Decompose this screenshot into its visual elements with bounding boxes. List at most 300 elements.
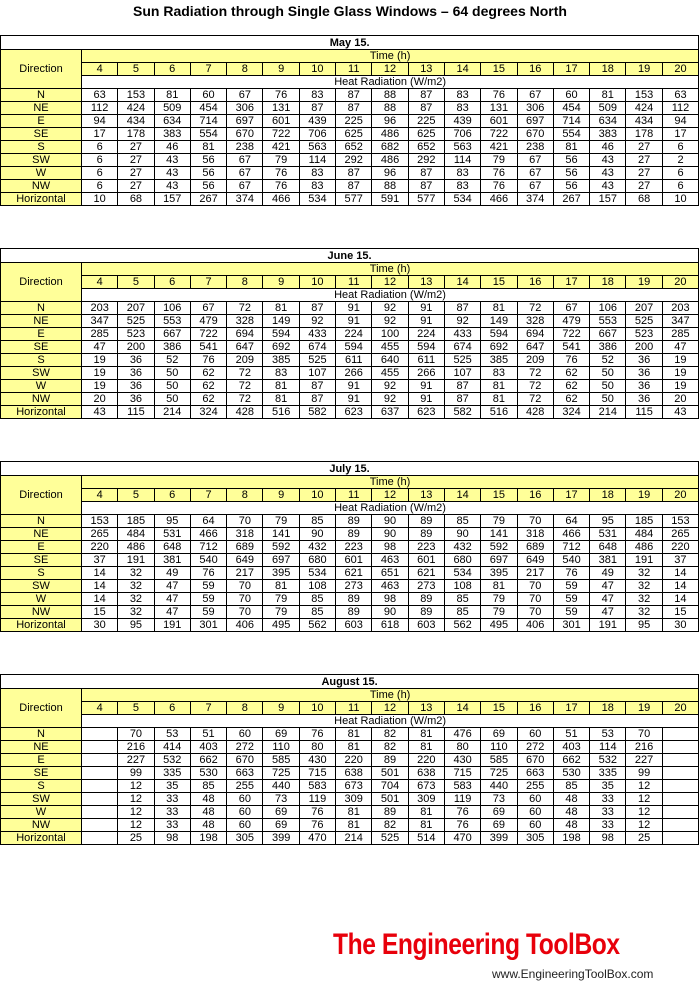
value-cell: 722 <box>263 128 299 141</box>
value-cell: 76 <box>444 819 480 832</box>
value-cell: 89 <box>372 754 408 767</box>
value-cell: 19 <box>82 380 118 393</box>
value-cell: 27 <box>118 154 154 167</box>
value-cell: 680 <box>299 554 335 567</box>
value-cell <box>662 806 698 819</box>
hour-header: 15 <box>481 63 517 76</box>
value-cell: 434 <box>626 115 662 128</box>
value-cell: 704 <box>372 780 408 793</box>
hour-header: 7 <box>190 63 226 76</box>
value-cell: 27 <box>626 167 662 180</box>
value-cell: 32 <box>626 593 662 606</box>
page-title: Sun Radiation through Single Glass Windows – 64 degrees North <box>133 3 567 19</box>
value-cell: 70 <box>517 606 553 619</box>
value-cell: 638 <box>336 767 372 780</box>
value-cell: 227 <box>118 754 154 767</box>
table-row <box>1 554 699 567</box>
value-cell: 94 <box>662 115 699 128</box>
value-cell: 562 <box>444 619 480 632</box>
value-cell: 141 <box>481 528 517 541</box>
hour-header: 19 <box>626 276 662 289</box>
value-cell: 107 <box>299 367 335 380</box>
hour-header: 15 <box>481 489 517 502</box>
value-cell: 532 <box>590 754 626 767</box>
value-cell: 395 <box>481 567 517 580</box>
value-cell: 87 <box>336 102 372 115</box>
value-cell: 108 <box>299 580 335 593</box>
value-cell: 501 <box>372 767 408 780</box>
value-cell: 463 <box>372 554 408 567</box>
value-cell: 577 <box>336 193 372 206</box>
value-cell: 651 <box>372 567 408 580</box>
value-cell: 6 <box>662 180 699 193</box>
value-cell: 648 <box>154 541 190 554</box>
value-cell: 81 <box>190 141 226 154</box>
value-cell: 76 <box>299 728 335 741</box>
value-cell: 79 <box>263 593 299 606</box>
value-cell: 692 <box>263 341 299 354</box>
value-cell: 76 <box>553 567 589 580</box>
value-cell: 89 <box>336 528 372 541</box>
value-cell: 27 <box>626 154 662 167</box>
value-cell: 484 <box>118 528 154 541</box>
direction-label: Horizontal <box>1 406 82 419</box>
direction-label: W <box>1 380 82 393</box>
value-cell: 692 <box>481 341 517 354</box>
value-cell: 563 <box>444 141 480 154</box>
heat-radiation-header: Heat Radiation (W/m2) <box>82 502 699 515</box>
value-cell: 59 <box>553 593 589 606</box>
value-cell: 59 <box>190 593 226 606</box>
value-cell: 238 <box>227 141 263 154</box>
value-cell: 479 <box>190 315 226 328</box>
value-cell: 60 <box>517 728 553 741</box>
value-cell: 466 <box>263 193 299 206</box>
value-cell: 255 <box>517 780 553 793</box>
direction-header: Direction <box>1 263 82 302</box>
value-cell: 96 <box>372 115 408 128</box>
value-cell: 591 <box>372 193 408 206</box>
value-cell: 20 <box>82 393 118 406</box>
value-cell: 318 <box>227 528 263 541</box>
value-cell: 712 <box>553 541 589 554</box>
value-cell: 73 <box>481 793 517 806</box>
value-cell: 25 <box>626 832 662 845</box>
value-cell: 12 <box>118 793 154 806</box>
direction-label: E <box>1 541 82 554</box>
value-cell: 525 <box>444 354 480 367</box>
value-cell: 100 <box>372 328 408 341</box>
value-cell: 33 <box>590 806 626 819</box>
value-cell: 89 <box>408 515 444 528</box>
value-cell: 694 <box>517 328 553 341</box>
direction-label: SW <box>1 367 82 380</box>
value-cell: 670 <box>227 128 263 141</box>
logo-url: www.EngineeringToolBox.com <box>492 967 654 981</box>
value-cell: 98 <box>154 832 190 845</box>
value-cell: 292 <box>408 154 444 167</box>
direction-header: Direction <box>1 50 82 89</box>
direction-label: E <box>1 754 82 767</box>
value-cell: 647 <box>517 341 553 354</box>
value-cell: 532 <box>154 754 190 767</box>
value-cell: 64 <box>553 515 589 528</box>
value-cell: 516 <box>263 406 299 419</box>
value-cell: 725 <box>481 767 517 780</box>
direction-label: SE <box>1 554 82 567</box>
value-cell: 76 <box>481 89 517 102</box>
value-cell: 220 <box>408 754 444 767</box>
value-cell: 649 <box>227 554 263 567</box>
value-cell: 83 <box>299 89 335 102</box>
value-cell: 347 <box>82 315 118 328</box>
value-cell: 27 <box>626 141 662 154</box>
value-cell: 30 <box>662 619 698 632</box>
direction-label: E <box>1 115 82 128</box>
value-cell: 649 <box>517 554 553 567</box>
value-cell: 335 <box>154 767 190 780</box>
value-cell: 95 <box>626 619 662 632</box>
value-cell: 81 <box>408 728 444 741</box>
hour-header: 17 <box>553 63 589 76</box>
value-cell <box>662 780 698 793</box>
value-cell: 470 <box>444 832 480 845</box>
value-cell: 577 <box>408 193 444 206</box>
table-row <box>1 380 699 393</box>
hour-header: 11 <box>336 489 372 502</box>
value-cell: 81 <box>590 89 626 102</box>
value-cell: 83 <box>444 89 480 102</box>
table-row <box>1 128 699 141</box>
value-cell: 32 <box>118 580 154 593</box>
value-cell: 112 <box>82 102 118 115</box>
value-cell: 79 <box>481 606 517 619</box>
value-cell: 85 <box>553 780 589 793</box>
value-cell: 486 <box>372 128 408 141</box>
value-cell <box>82 728 118 741</box>
hour-header: 14 <box>444 489 480 502</box>
value-cell: 48 <box>190 793 226 806</box>
value-cell: 85 <box>299 593 335 606</box>
value-cell: 47 <box>82 341 118 354</box>
value-cell: 36 <box>626 393 662 406</box>
value-cell: 439 <box>444 115 480 128</box>
value-cell: 10 <box>662 193 699 206</box>
value-cell: 81 <box>408 819 444 832</box>
value-cell: 399 <box>263 832 299 845</box>
value-cell: 59 <box>190 606 226 619</box>
value-cell: 638 <box>408 767 444 780</box>
value-cell: 428 <box>227 406 263 419</box>
value-cell: 43 <box>662 406 698 419</box>
month-title: August 15. <box>1 675 699 689</box>
value-cell: 414 <box>154 741 190 754</box>
direction-label: W <box>1 167 82 180</box>
table-row <box>1 728 699 741</box>
hour-header: 16 <box>517 63 553 76</box>
table-row <box>1 528 699 541</box>
value-cell: 60 <box>517 819 553 832</box>
value-cell: 697 <box>517 115 553 128</box>
value-cell: 272 <box>517 741 553 754</box>
value-cell: 76 <box>299 819 335 832</box>
value-cell: 60 <box>517 793 553 806</box>
value-cell <box>82 780 118 793</box>
value-cell: 79 <box>481 154 517 167</box>
value-cell: 670 <box>517 754 553 767</box>
value-cell: 47 <box>154 606 190 619</box>
value-cell: 72 <box>517 302 553 315</box>
hour-header: 8 <box>227 702 263 715</box>
value-cell: 87 <box>408 102 444 115</box>
value-cell: 92 <box>299 315 335 328</box>
value-cell: 63 <box>82 89 118 102</box>
value-cell: 110 <box>263 741 299 754</box>
value-cell: 454 <box>553 102 589 115</box>
value-cell: 90 <box>372 515 408 528</box>
value-cell: 81 <box>553 141 589 154</box>
value-cell: 79 <box>263 606 299 619</box>
value-cell: 52 <box>590 354 626 367</box>
value-cell: 85 <box>444 593 480 606</box>
value-cell: 697 <box>263 554 299 567</box>
value-cell: 14 <box>82 593 118 606</box>
value-cell: 67 <box>553 302 589 315</box>
value-cell: 434 <box>118 115 154 128</box>
value-cell: 216 <box>626 741 662 754</box>
value-cell: 715 <box>444 767 480 780</box>
direction-label: E <box>1 328 82 341</box>
value-cell: 225 <box>408 115 444 128</box>
value-cell: 255 <box>227 780 263 793</box>
value-cell: 625 <box>408 128 444 141</box>
hour-header: 14 <box>444 702 480 715</box>
value-cell: 424 <box>118 102 154 115</box>
value-cell: 53 <box>154 728 190 741</box>
table-row <box>1 767 699 780</box>
value-cell: 14 <box>82 567 118 580</box>
value-cell: 87 <box>336 89 372 102</box>
value-cell: 540 <box>553 554 589 567</box>
value-cell: 6 <box>82 167 118 180</box>
value-cell: 440 <box>481 780 517 793</box>
value-cell: 223 <box>408 541 444 554</box>
value-cell: 381 <box>154 554 190 567</box>
hour-header: 20 <box>662 63 699 76</box>
value-cell: 46 <box>590 141 626 154</box>
value-cell: 81 <box>336 741 372 754</box>
value-cell: 324 <box>553 406 589 419</box>
value-cell: 83 <box>263 367 299 380</box>
hour-header: 10 <box>299 702 335 715</box>
value-cell: 14 <box>662 580 698 593</box>
value-cell: 439 <box>299 115 335 128</box>
value-cell: 79 <box>481 593 517 606</box>
value-cell: 50 <box>590 380 626 393</box>
value-cell: 662 <box>190 754 226 767</box>
value-cell: 25 <box>118 832 154 845</box>
table-row <box>1 193 699 206</box>
value-cell <box>82 741 118 754</box>
value-cell: 220 <box>662 541 698 554</box>
value-cell: 514 <box>408 832 444 845</box>
value-cell: 386 <box>590 341 626 354</box>
value-cell: 76 <box>481 167 517 180</box>
value-cell: 347 <box>662 315 698 328</box>
value-cell: 88 <box>372 102 408 115</box>
hour-header: 8 <box>227 489 263 502</box>
value-cell: 32 <box>626 580 662 593</box>
value-cell: 112 <box>662 102 699 115</box>
value-cell: 153 <box>662 515 698 528</box>
value-cell: 403 <box>190 741 226 754</box>
value-cell: 59 <box>553 580 589 593</box>
value-cell: 87 <box>336 167 372 180</box>
value-cell: 603 <box>408 619 444 632</box>
hour-header: 9 <box>263 702 299 715</box>
hour-header: 16 <box>517 276 553 289</box>
value-cell: 534 <box>444 567 480 580</box>
value-cell: 53 <box>590 728 626 741</box>
value-cell: 33 <box>154 806 190 819</box>
value-cell: 43 <box>590 167 626 180</box>
value-cell: 385 <box>481 354 517 367</box>
value-cell: 87 <box>408 180 444 193</box>
value-cell: 72 <box>517 393 553 406</box>
value-cell: 634 <box>590 115 626 128</box>
value-cell: 455 <box>372 341 408 354</box>
value-cell: 153 <box>626 89 662 102</box>
value-cell: 6 <box>662 141 699 154</box>
value-cell: 583 <box>444 780 480 793</box>
direction-label: NW <box>1 180 82 193</box>
value-cell: 67 <box>517 89 553 102</box>
value-cell: 592 <box>481 541 517 554</box>
value-cell: 87 <box>299 380 335 393</box>
value-cell: 670 <box>227 754 263 767</box>
value-cell: 67 <box>227 89 263 102</box>
value-cell: 67 <box>517 167 553 180</box>
value-cell: 36 <box>118 367 154 380</box>
value-cell: 209 <box>227 354 263 367</box>
value-cell: 680 <box>444 554 480 567</box>
value-cell: 640 <box>372 354 408 367</box>
value-cell: 69 <box>263 806 299 819</box>
value-cell: 149 <box>481 315 517 328</box>
value-cell: 95 <box>154 515 190 528</box>
value-cell: 191 <box>154 619 190 632</box>
value-cell: 525 <box>118 315 154 328</box>
table-row <box>1 793 699 806</box>
value-cell: 76 <box>190 354 226 367</box>
value-cell: 81 <box>263 302 299 315</box>
value-cell: 89 <box>336 593 372 606</box>
value-cell: 601 <box>263 115 299 128</box>
hour-header: 5 <box>118 276 154 289</box>
value-cell: 89 <box>408 606 444 619</box>
hour-header: 6 <box>154 702 190 715</box>
direction-header: Direction <box>1 476 82 515</box>
value-cell: 87 <box>299 102 335 115</box>
value-cell: 185 <box>118 515 154 528</box>
value-cell <box>662 728 698 741</box>
value-cell: 89 <box>408 593 444 606</box>
direction-label: NE <box>1 315 82 328</box>
value-cell: 68 <box>118 193 154 206</box>
hour-header: 8 <box>227 63 263 76</box>
value-cell: 682 <box>372 141 408 154</box>
value-cell: 399 <box>481 832 517 845</box>
value-cell: 69 <box>481 806 517 819</box>
value-cell: 623 <box>408 406 444 419</box>
value-cell: 238 <box>517 141 553 154</box>
value-cell: 406 <box>517 619 553 632</box>
value-cell: 157 <box>590 193 626 206</box>
direction-label: N <box>1 728 82 741</box>
hour-header: 15 <box>481 702 517 715</box>
table-row <box>1 606 699 619</box>
direction-label: S <box>1 780 82 793</box>
value-cell: 540 <box>190 554 226 567</box>
value-cell: 466 <box>190 528 226 541</box>
direction-label: NE <box>1 102 82 115</box>
value-cell: 67 <box>190 302 226 315</box>
value-cell: 48 <box>553 806 589 819</box>
value-cell: 266 <box>336 367 372 380</box>
value-cell: 90 <box>372 606 408 619</box>
value-cell: 662 <box>553 754 589 767</box>
value-cell <box>662 767 698 780</box>
hour-header: 7 <box>190 276 226 289</box>
value-cell: 2 <box>662 154 699 167</box>
month-title: May 15. <box>1 36 699 50</box>
table-row <box>1 580 699 593</box>
value-cell: 72 <box>227 302 263 315</box>
value-cell: 19 <box>82 354 118 367</box>
value-cell: 106 <box>590 302 626 315</box>
value-cell: 81 <box>263 580 299 593</box>
value-cell: 56 <box>190 154 226 167</box>
table-row <box>1 154 699 167</box>
direction-label: NE <box>1 741 82 754</box>
value-cell: 689 <box>227 541 263 554</box>
value-cell: 43 <box>82 406 118 419</box>
value-cell: 94 <box>82 115 118 128</box>
table-row <box>1 367 699 380</box>
value-cell: 381 <box>590 554 626 567</box>
value-cell: 647 <box>227 341 263 354</box>
value-cell: 432 <box>299 541 335 554</box>
value-cell: 36 <box>626 367 662 380</box>
value-cell: 301 <box>190 619 226 632</box>
value-cell: 20 <box>662 393 698 406</box>
value-cell: 108 <box>444 580 480 593</box>
value-cell: 14 <box>662 593 698 606</box>
value-cell: 722 <box>190 328 226 341</box>
value-cell: 32 <box>118 567 154 580</box>
hour-header: 13 <box>408 702 444 715</box>
value-cell: 525 <box>372 832 408 845</box>
month-title: June 15. <box>1 249 699 263</box>
hour-header: 13 <box>408 276 444 289</box>
value-cell: 714 <box>553 115 589 128</box>
value-cell: 14 <box>82 580 118 593</box>
value-cell: 98 <box>590 832 626 845</box>
value-cell: 12 <box>626 780 662 793</box>
value-cell: 106 <box>154 302 190 315</box>
value-cell: 47 <box>590 593 626 606</box>
value-cell <box>662 754 698 767</box>
